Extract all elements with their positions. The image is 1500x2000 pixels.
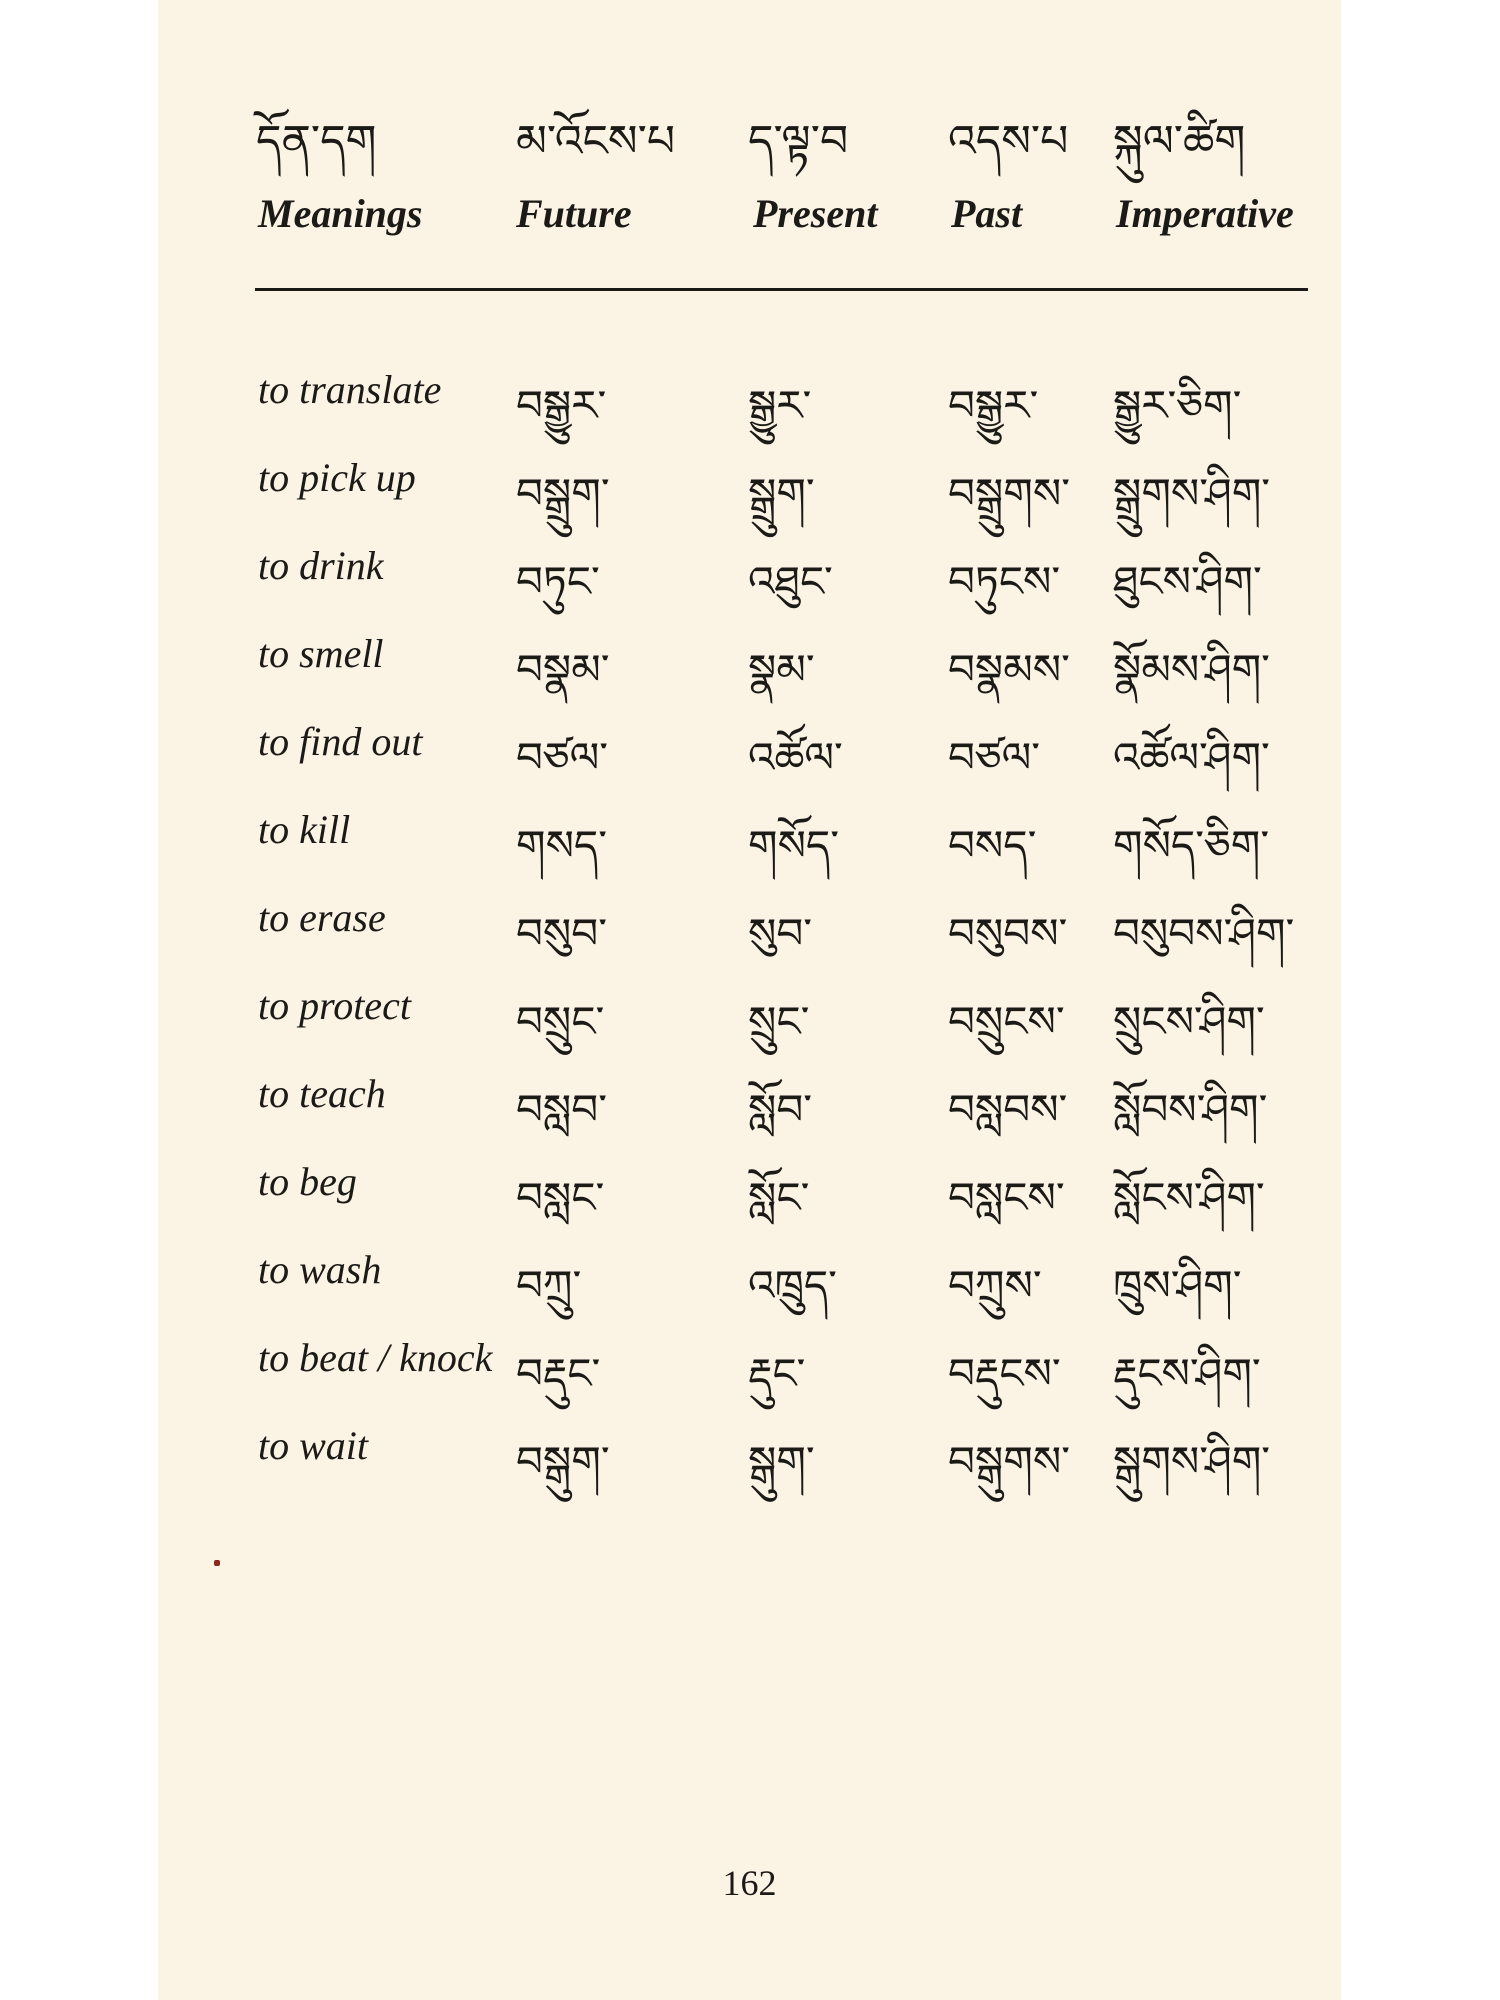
imperative-cell: སྲུངས་ཤིག་ (1113, 997, 1265, 1046)
future-cell: བཏུང་ (516, 557, 600, 606)
meaning-cell: to teach (258, 1071, 386, 1116)
header-meanings: Meanings (258, 191, 423, 236)
meaning-cell: to wash (258, 1247, 382, 1292)
table-row (158, 974, 1341, 1054)
imperative-cell: ཁྲུས་ཤིག་ (1113, 1261, 1242, 1310)
meaning-cell: to smell (258, 631, 384, 676)
past-cell: བསད་ (948, 821, 1037, 870)
present-cell: སློང་ (748, 1173, 810, 1222)
future-cell: བསྒྲུག་ (516, 469, 610, 518)
present-cell: སློབ་ (748, 1085, 813, 1134)
header-divider (255, 288, 1308, 291)
future-cell: བསླབ་ (516, 1085, 608, 1134)
past-cell: བསྒུགས་ (948, 1437, 1071, 1486)
meaning-cell: to translate (258, 367, 442, 412)
present-cell: སྒྱུར་ (748, 381, 812, 430)
table-row (158, 358, 1341, 438)
imperative-cell: སྣོམས་ཤིག་ (1113, 645, 1270, 694)
imperative-cell: རྡུངས་ཤིག་ (1113, 1349, 1261, 1398)
meaning-cell: to beat / knock (258, 1335, 493, 1380)
meaning-cell: to drink (258, 543, 384, 588)
past-cell: བསླབས་ (948, 1085, 1068, 1134)
table-row (158, 798, 1341, 878)
future-cell: བསྒྱུར་ (516, 381, 607, 430)
table-row (158, 886, 1341, 966)
future-cell: བསུབ་ (516, 909, 608, 958)
meaning-cell: to pick up (258, 455, 416, 500)
present-cell: སུབ་ (748, 909, 813, 958)
imperative-cell: བསུབས་ཤིག་ (1113, 909, 1295, 958)
past-cell: བསྣམས་ (948, 645, 1070, 694)
meaning-cell: to find out (258, 719, 423, 764)
meaning-cell: to wait (258, 1423, 369, 1468)
table-row (158, 710, 1341, 790)
imperative-cell: འཚོལ་ཤིག་ (1113, 733, 1270, 782)
table-row (158, 1238, 1341, 1318)
header-present: Present (753, 191, 878, 236)
imperative-cell: སློབས་ཤིག་ (1113, 1085, 1268, 1134)
book-page (158, 0, 1341, 2000)
imperative-cell: ཐུངས་ཤིག་ (1113, 557, 1262, 606)
imperative-cell: སྒྲུགས་ཤིག་ (1113, 469, 1271, 518)
header-past: Past (951, 191, 1023, 236)
present-cell: སྒུག་ (748, 1437, 815, 1486)
present-cell: འཚོལ་ (748, 733, 843, 782)
table-row (158, 1414, 1341, 1494)
present-cell: གསོད་ (748, 821, 840, 870)
table-row (158, 1150, 1341, 1230)
imperative-cell: སྒྱུར་ཅིག་ (1113, 381, 1242, 430)
present-cell: སྲུང་ (748, 997, 810, 1046)
meaning-cell: to kill (258, 807, 351, 852)
table-row (158, 622, 1341, 702)
header-tibetan-present: ད་ལྟ་བ (748, 116, 849, 167)
past-cell: བསླངས་ (948, 1173, 1065, 1222)
future-cell: བསྲུང་ (516, 997, 605, 1046)
meaning-cell: to protect (258, 983, 411, 1028)
header-tibetan-past: འདས་པ (948, 116, 1069, 167)
imperative-cell: སློངས་ཤིག་ (1113, 1173, 1265, 1222)
meaning-cell: to erase (258, 895, 386, 940)
table-row (158, 446, 1341, 526)
header-imperative: Imperative (1116, 191, 1294, 236)
past-cell: བསྒྱུར་ (948, 381, 1039, 430)
past-cell: བསྒྲུགས་ (948, 469, 1071, 518)
past-cell: བཀྲུས་ (948, 1261, 1042, 1310)
table-row (158, 534, 1341, 614)
ink-speck (214, 1560, 220, 1566)
past-cell: བཙལ་ (948, 733, 1041, 782)
meaning-cell: to beg (258, 1159, 357, 1204)
past-cell: བསུབས་ (948, 909, 1068, 958)
present-cell: འཐུང་ (748, 557, 833, 606)
imperative-cell: སྒུགས་ཤིག་ (1113, 1437, 1271, 1486)
table-row (158, 1062, 1341, 1142)
future-cell: བསླང་ (516, 1173, 605, 1222)
future-cell: གསད་ (516, 821, 608, 870)
imperative-cell: གསོད་ཅིག་ (1113, 821, 1270, 870)
page-number: 162 (722, 1863, 777, 1903)
future-cell: བཀྲུ་ (516, 1261, 582, 1310)
future-cell: བསྣམ་ (516, 645, 610, 694)
header-future: Future (516, 191, 632, 236)
header-tibetan-imperative: སྐུལ་ཚིག (1113, 116, 1246, 167)
header-tibetan-future: མ་འོངས་པ (516, 116, 676, 167)
header-tibetan-meanings: དོན་དག (256, 116, 377, 167)
present-cell: སྣམ་ (748, 645, 815, 694)
future-cell: བསྒུག་ (516, 1437, 610, 1486)
present-cell: སྒྲུག་ (748, 469, 815, 518)
past-cell: བཏུངས་ (948, 557, 1061, 606)
table-row (158, 1326, 1341, 1406)
present-cell: འཁྲུད་ (748, 1261, 837, 1310)
present-cell: རྡུང་ (748, 1349, 806, 1398)
past-cell: བརྡུངས་ (948, 1349, 1061, 1398)
past-cell: བསྲུངས་ (948, 997, 1065, 1046)
future-cell: བརྡུང་ (516, 1349, 601, 1398)
future-cell: བཙལ་ (516, 733, 609, 782)
